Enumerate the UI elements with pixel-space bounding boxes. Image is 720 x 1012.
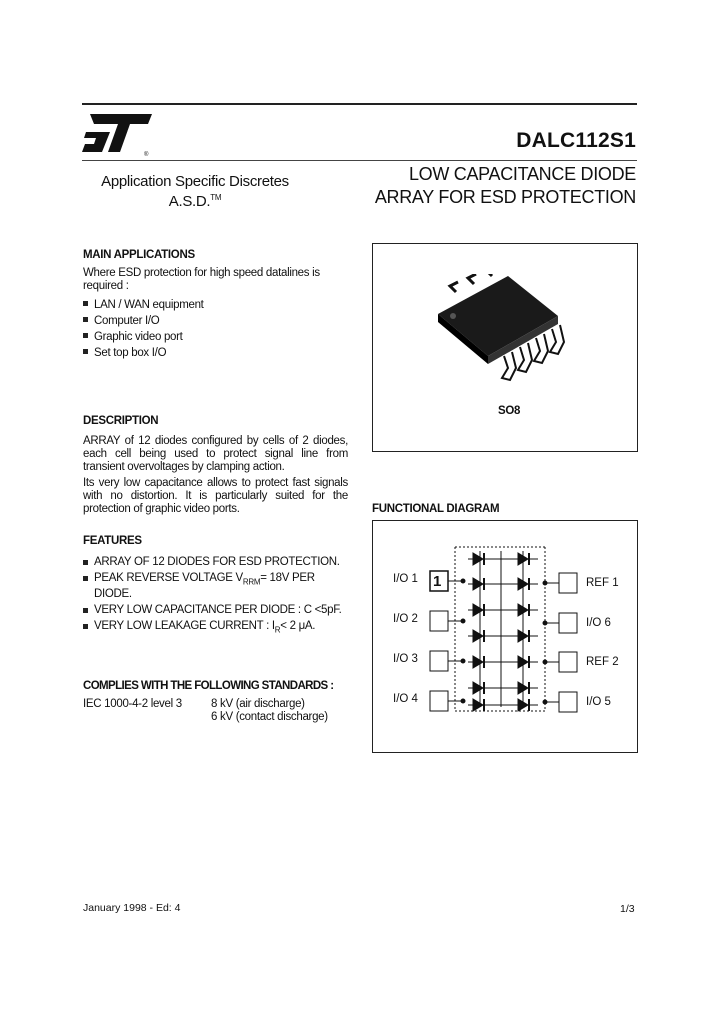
contact-discharge: 6 kV (contact discharge)	[211, 711, 328, 723]
functional-diagram-schematic	[373, 521, 637, 752]
so8-package-icon	[428, 274, 578, 394]
pin-label: I/O 3	[393, 653, 418, 665]
footer-date: January 1998 - Ed: 4	[83, 902, 181, 914]
product-title	[375, 163, 636, 209]
svg-text:®: ®	[144, 152, 149, 158]
pin-label: I/O 2	[393, 613, 418, 625]
product-title-line1: LOW CAPACITANCE DIODE	[408, 164, 636, 184]
category-name: Application Specific Discretes	[101, 173, 289, 190]
description-heading: DESCRIPTION	[83, 415, 159, 427]
description-para2: Its very low capacitance allows to protect fast signals with no distortion. It is particularly suited for the protection of graphic video ports.	[83, 477, 348, 515]
functional-diagram-heading: FUNCTIONAL DIAGRAM	[372, 503, 500, 515]
part-number: DALC112S1	[516, 129, 636, 152]
main-applications-intro: Where ESD protection for high speed datalines is required :	[83, 267, 320, 292]
product-category	[85, 174, 305, 210]
feature-item: VERY LOW CAPACITANCE PER DIODE : C <5pF.	[83, 604, 351, 617]
features-list	[83, 556, 351, 637]
pin-label: I/O 6	[586, 617, 611, 629]
header-rule	[82, 160, 637, 161]
list-item: Graphic video port	[83, 329, 204, 345]
trademark-mark: TM	[210, 193, 222, 202]
footer-page-number: 1/3	[620, 903, 635, 915]
main-applications-heading: MAIN APPLICATIONS	[83, 249, 195, 261]
functional-diagram-box	[372, 520, 638, 753]
list-item: Computer I/O	[83, 313, 204, 329]
product-title-line2: ARRAY FOR ESD PROTECTION	[374, 187, 636, 207]
list-item: Set top box I/O	[83, 345, 204, 361]
package-box	[372, 243, 638, 452]
pin-label: I/O 1	[393, 573, 418, 585]
standards-heading: COMPLIES WITH THE FOLLOWING STANDARDS :	[83, 680, 334, 692]
feature-item: VERY LOW LEAKAGE CURRENT : $I_R< 2$ μA.	[83, 620, 351, 636]
pin-label: I/O 5	[586, 696, 611, 708]
main-applications-list	[83, 297, 204, 361]
features-heading: FEATURES	[83, 535, 142, 547]
standard-name: IEC 1000-4-2 level 3	[83, 698, 182, 710]
package-label: SO8	[498, 405, 521, 417]
pin1-marker: 1	[433, 573, 442, 590]
st-logo-icon	[80, 108, 156, 158]
list-item: LAN / WAN equipment	[83, 297, 204, 313]
feature-item: PEAK REVERSE VOLTAGE $V_{RRM}= 18V$ PER DIODE.	[83, 572, 351, 601]
description-para1: ARRAY of 12 diodes configured by cells of 2 diodes, each cell being used to protect signal line from transient overvoltages by clamping action.	[83, 435, 348, 473]
pin-label: I/O 4	[393, 693, 418, 705]
air-discharge: 8 kV (air discharge)	[211, 698, 305, 710]
top-rule	[82, 103, 637, 105]
category-abbrev: A.S.D.™	[168, 193, 222, 210]
pin-label: REF 2	[586, 656, 619, 668]
pin-label: REF 1	[586, 577, 619, 589]
feature-item: ARRAY OF 12 DIODES FOR ESD PROTECTION.	[83, 556, 351, 569]
